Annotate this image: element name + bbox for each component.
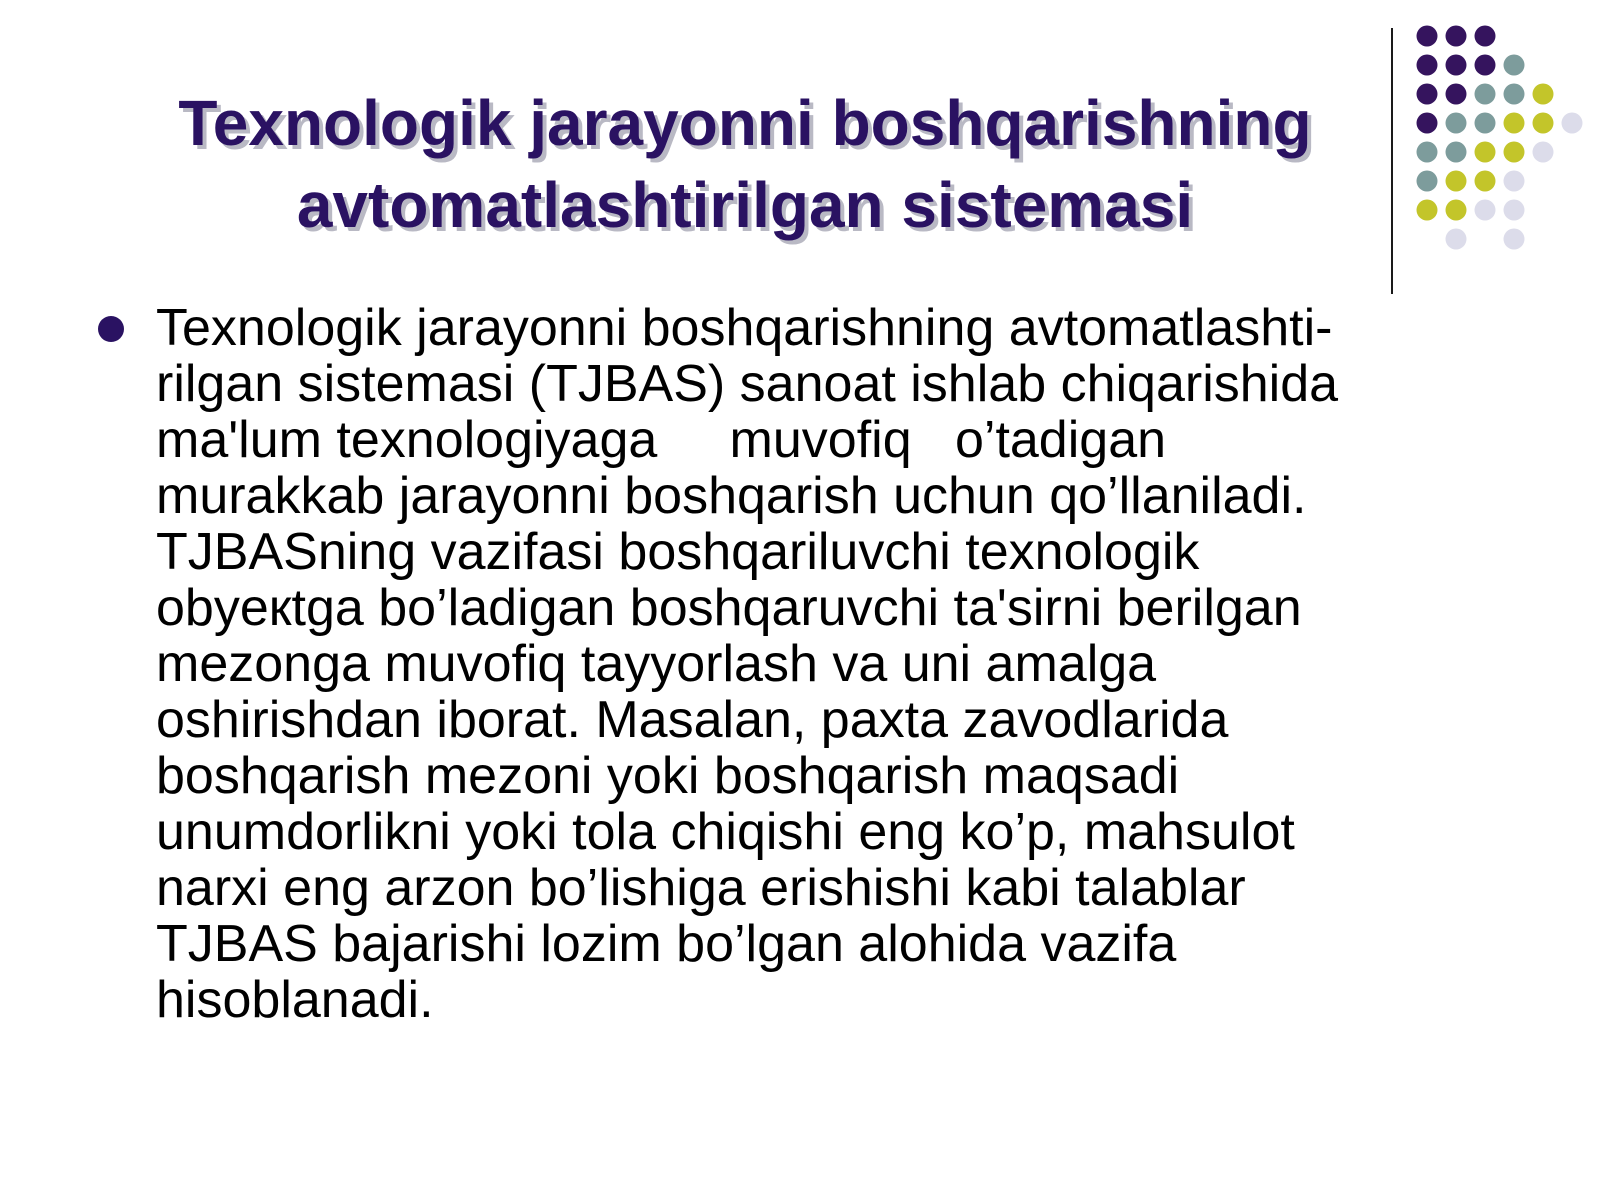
decorative-dot bbox=[1417, 171, 1438, 192]
body-line: hisoblanadi. bbox=[156, 971, 434, 1029]
body-line: unumdorlikni yoki tola chiqishi eng ko’p, mahsulot bbox=[156, 803, 1295, 861]
decorative-dot bbox=[1504, 84, 1525, 105]
decorative-dot bbox=[1417, 113, 1438, 134]
decorative-dot bbox=[1504, 200, 1525, 221]
body-line: narxi eng arzon bo’lishiga erishishi kabi talablar bbox=[156, 859, 1246, 917]
decorative-dot bbox=[1504, 171, 1525, 192]
decorative-dot bbox=[1533, 113, 1554, 134]
decorative-dot bbox=[1475, 142, 1496, 163]
bullet-icon bbox=[98, 316, 124, 342]
body-line: boshqarish mezoni yoki boshqarish maqsadi bbox=[156, 747, 1180, 805]
decorative-dot bbox=[1533, 84, 1554, 105]
decorative-dot bbox=[1504, 229, 1525, 250]
decorative-dot bbox=[1446, 84, 1467, 105]
decorative-dot bbox=[1446, 26, 1467, 47]
decorative-dot bbox=[1562, 113, 1583, 134]
decorative-dot bbox=[1446, 55, 1467, 76]
slide-title bbox=[80, 82, 1410, 246]
body-line: rilgan sistemasi (TJBAS) sanoat ishlab chiqarishida bbox=[156, 355, 1339, 413]
decorative-dot bbox=[1533, 142, 1554, 163]
bullet-text bbox=[156, 300, 1516, 1028]
decorative-dot bbox=[1446, 200, 1467, 221]
decorative-dot bbox=[1417, 142, 1438, 163]
body-line: mezonga muvofiq tayyorlash va uni amalga bbox=[156, 635, 1157, 693]
body-line: TJBAS bajarishi lozim bo’lgan alohida vazifa bbox=[156, 915, 1177, 973]
decorative-dot-grid bbox=[1414, 22, 1594, 262]
decorative-dot bbox=[1446, 171, 1467, 192]
decorative-dot bbox=[1417, 26, 1438, 47]
decorative-dot bbox=[1417, 200, 1438, 221]
body-line: Texnologik jarayonni boshqarishning avtomatlashti- bbox=[156, 299, 1333, 357]
decorative-dot bbox=[1475, 113, 1496, 134]
decorative-dot bbox=[1475, 84, 1496, 105]
decorative-dot bbox=[1504, 142, 1525, 163]
decorative-dot bbox=[1504, 113, 1525, 134]
title-line: Texnologik jarayonni boshqarishning bbox=[178, 87, 1312, 159]
vertical-divider bbox=[1391, 28, 1393, 294]
decorative-dot bbox=[1446, 113, 1467, 134]
body-line: oshirishdan iborat. Masalan, paxta zavodlarida bbox=[156, 691, 1229, 749]
title-line: avtomatlashtirilgan sistemasi bbox=[296, 169, 1194, 241]
decorative-dot bbox=[1446, 229, 1467, 250]
decorative-dot bbox=[1475, 26, 1496, 47]
body-line: murakkab jarayonni boshqarish uchun qo’llaniladi. bbox=[156, 467, 1307, 525]
decorative-dot bbox=[1475, 55, 1496, 76]
body-line: obyeкtga bo’ladigan boshqaruvchi ta'sirni berilgan bbox=[156, 579, 1302, 637]
decorative-dot bbox=[1417, 55, 1438, 76]
body-line: TJBASning vazifasi boshqariluvchi texnologik bbox=[156, 523, 1200, 581]
decorative-dot bbox=[1446, 142, 1467, 163]
decorative-dot bbox=[1475, 200, 1496, 221]
decorative-dot bbox=[1475, 171, 1496, 192]
decorative-dot bbox=[1504, 55, 1525, 76]
decorative-dot bbox=[1417, 84, 1438, 105]
body-line: ma'lum texnologiyaga muvofiq o’tadigan bbox=[156, 411, 1167, 469]
